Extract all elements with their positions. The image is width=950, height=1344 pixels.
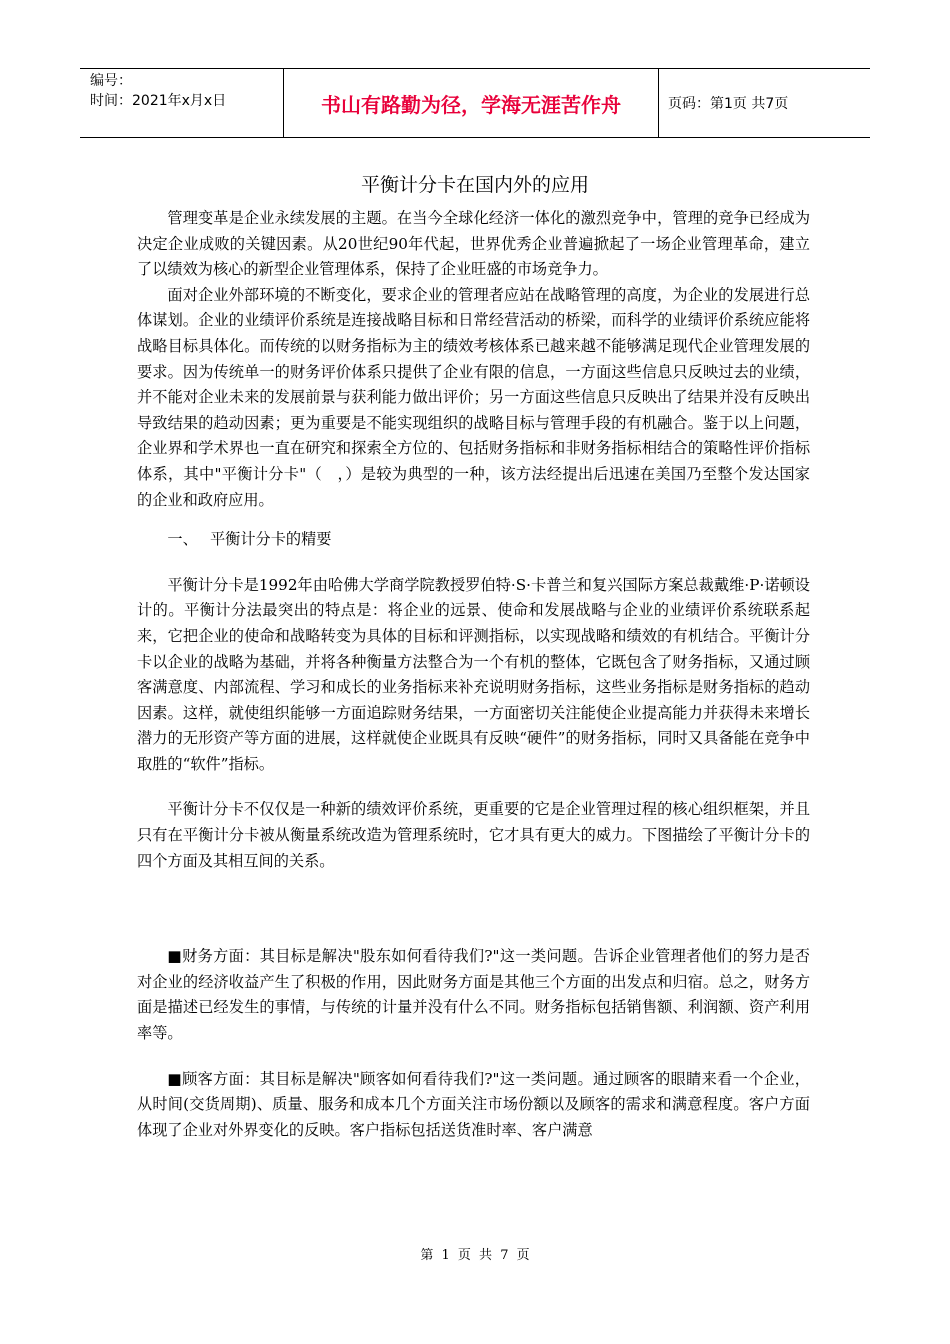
header-motto: 书山有路勤为径，学海无涯苦作舟 — [283, 69, 659, 137]
paragraph: ■顾客方面：其目标是解决"顾客如何看待我们?"这一类问题。通过顾客的眼睛来看一个企业，从时间(交货周期)、质量、服务和成本几个方面关注市场份额以及顾客的需求和满意程度。客户方面体现了企业对外界变化的反映。客户指标包括送货准时率、客户满意 — [137, 1069, 810, 1139]
document-body — [137, 206, 810, 1143]
paragraph: 平衡计分卡是1992年由哈佛大学商学院教授罗伯特·S·卡普兰和复兴国际方案总裁戴维·P·诺顿设计的。平衡计分法最突出的特点是：将企业的远景、使命和发展战略与企业的业绩评价系统联系起来，它把企业的使命和战略转变为具体的目标和评测指标，以实现战略和绩效的有机结合。平衡计分卡以企业的战略为基础，并将各种衡量方法整合为一个有机的整体，它既包含了财务指标，又通过顾客满意度、内部流程、学习和成长的业务指标来补充说明财务指标，这些业务指标是财务指标的趋动因素。这样，就使组织能够一方面追踪财务结果，一方面密切关注能使企业提高能力并获得未来增长潜力的无形资产等方面的进展，这样就使企业既具有反映“硬件”的财务指标，同时又具备能在竞争中取胜的“软件”指标。 — [137, 575, 810, 773]
document-code-label: 编号： — [90, 73, 132, 89]
page-header — [80, 68, 870, 138]
document-title: 平衡计分卡在国内外的应用 — [360, 174, 589, 196]
section-title: 平衡计分卡的精要 — [209, 530, 332, 549]
paragraph: 面对企业外部环境的不断变化，要求企业的管理者应站在战略管理的高度，为企业的发展进行总体谋划。企业的业绩评价系统是连接战略目标和日常经营活动的桥梁，而科学的业绩评价系统应能将战略目标具体化。而传统的以财务指标为主的绩效考核体系已越来越不能够满足现代企业管理发展的要求。因为传统单一的财务评价体系只提供了企业有限的信息，一方面这些信息只反映过去的业绩，并不能对企业未来的发展前景与获利能力做出评价；另一方面这些信息只反映出了结果并没有反映出导致结果的趋动因素；更为重要是不能实现组织的战略目标与管理手段的有机融合。鉴于以上问题，企业界和学术界也一直在研究和探索全方位的、包括财务指标和非财务指标相结合的策略性评价指标体系，其中"平衡计分卡"（ ，）是较为典型的一种，该方法经提出后迅速在美国乃至整个发达国家的企业和政府应用。 — [137, 285, 810, 509]
page-footer: 第 1 页 共 7 页 — [420, 1248, 530, 1263]
header-page-label: 页码：第1页 共7页 — [668, 96, 789, 112]
paragraph: 平衡计分卡不仅仅是一种新的绩效评价系统，更重要的它是企业管理过程的核心组织框架，并且只有在平衡计分卡被从衡量系统改造为管理系统时，它才具有更大的威力。下图描绘了平衡计分卡的四个方面及其相互间的关系。 — [137, 800, 810, 870]
document-date-label: 时间：2021年x月x日 — [90, 93, 227, 109]
section-heading — [137, 527, 810, 553]
paragraph: 管理变革是企业永续发展的主题。在当今全球化经济一体化的激烈竞争中，管理的竞争已经成为决定企业成败的关键因素。从20世纪90年代起，世界优秀企业普遍掀起了一场企业管理革命，建立了以绩效为核心的新型企业管理体系，保持了企业旺盛的市场竞争力。 — [137, 209, 810, 279]
header-info — [80, 69, 283, 137]
section-number: 一、 — [167, 530, 198, 549]
paragraph: ■财务方面：其目标是解决"股东如何看待我们?"这一类问题。告诉企业管理者他们的努力是否对企业的经济收益产生了积极的作用，因此财务方面是其他三个方面的出发点和归宿。总之，财务方面是描述已经发生的事情，与传统的计量并没有什么不同。财务指标包括销售额、利润额、资产利用率等。 — [137, 947, 810, 1043]
